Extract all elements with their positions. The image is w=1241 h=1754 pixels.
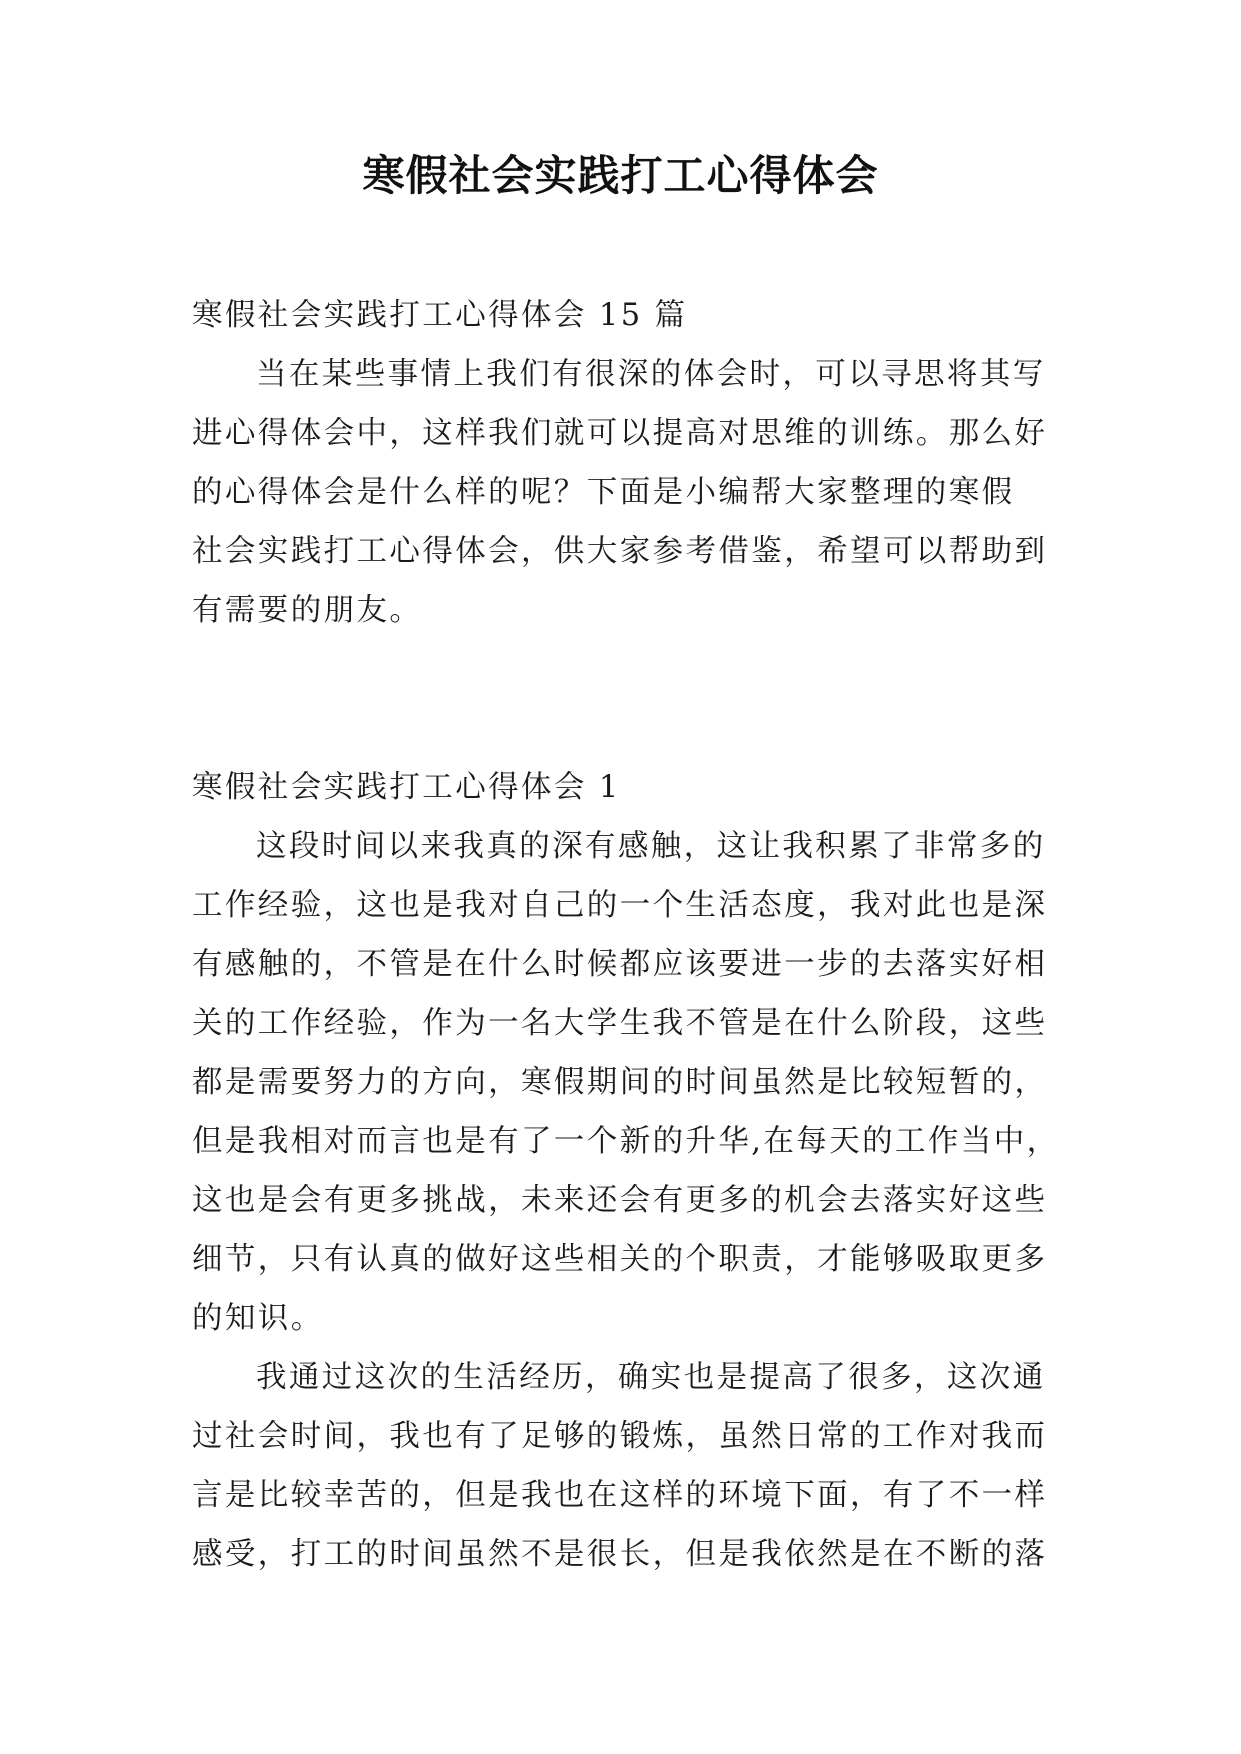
section1-paragraph-2 (192, 1348, 1062, 1584)
paragraph-line: 细节，只有认真的做好这些相关的个职责，才能够吸取更多 (192, 1242, 1048, 1277)
paragraph-line: 的心得体会是什么样的呢？下面是小编帮大家整理的寒假 (192, 475, 1015, 510)
paragraph-line: 社会实践打工心得体会，供大家参考借鉴，希望可以帮助到 (192, 534, 1048, 569)
section1-paragraph-1 (192, 817, 1062, 1348)
document-title: 寒假社会实践打工心得体会 (362, 151, 879, 200)
paragraph-line: 都是需要努力的方向，寒假期间的时间虽然是比较短暂的， (192, 1065, 1048, 1100)
paragraph-line: 言是比较幸苦的，但是我也在这样的环境下面，有了不一样 (192, 1478, 1048, 1513)
paragraph-line: 进心得体会中，这样我们就可以提高对思维的训练。那么好 (192, 416, 1048, 451)
paragraph-line: 这段时间以来我真的深有感触，这让我积累了非常多的 (256, 829, 1046, 864)
paragraph-line: 有感触的，不管是在什么时候都应该要进一步的去落实好相 (192, 947, 1048, 982)
paragraph-line: 我通过这次的生活经历，确实也是提高了很多，这次通 (256, 1360, 1046, 1395)
section-heading: 寒假社会实践打工心得体会 1 (192, 770, 621, 805)
document-subtitle: 寒假社会实践打工心得体会 15 篇 (192, 298, 688, 333)
paragraph-line: 但是我相对而言也是有了一个新的升华,在每天的工作当中， (192, 1124, 1060, 1159)
paragraph-line: 当在某些事情上我们有很深的体会时，可以寻思将其写 (256, 357, 1046, 392)
paragraph-line: 感受，打工的时间虽然不是很长，但是我依然是在不断的落 (192, 1537, 1048, 1572)
paragraph-line: 有需要的朋友。 (192, 593, 423, 628)
document-body (192, 286, 1062, 1584)
paragraph-line: 的知识。 (192, 1301, 324, 1336)
paragraph-line: 过社会时间，我也有了足够的锻炼，虽然日常的工作对我而 (192, 1419, 1048, 1454)
paragraph-line: 工作经验，这也是我对自己的一个生活态度，我对此也是深 (192, 888, 1048, 923)
paragraph-line: 关的工作经验，作为一名大学生我不管是在什么阶段，这些 (192, 1006, 1048, 1041)
paragraph-line: 这也是会有更多挑战，未来还会有更多的机会去落实好这些 (192, 1183, 1048, 1218)
intro-paragraph (192, 345, 1062, 640)
section-spacer (192, 640, 1062, 758)
